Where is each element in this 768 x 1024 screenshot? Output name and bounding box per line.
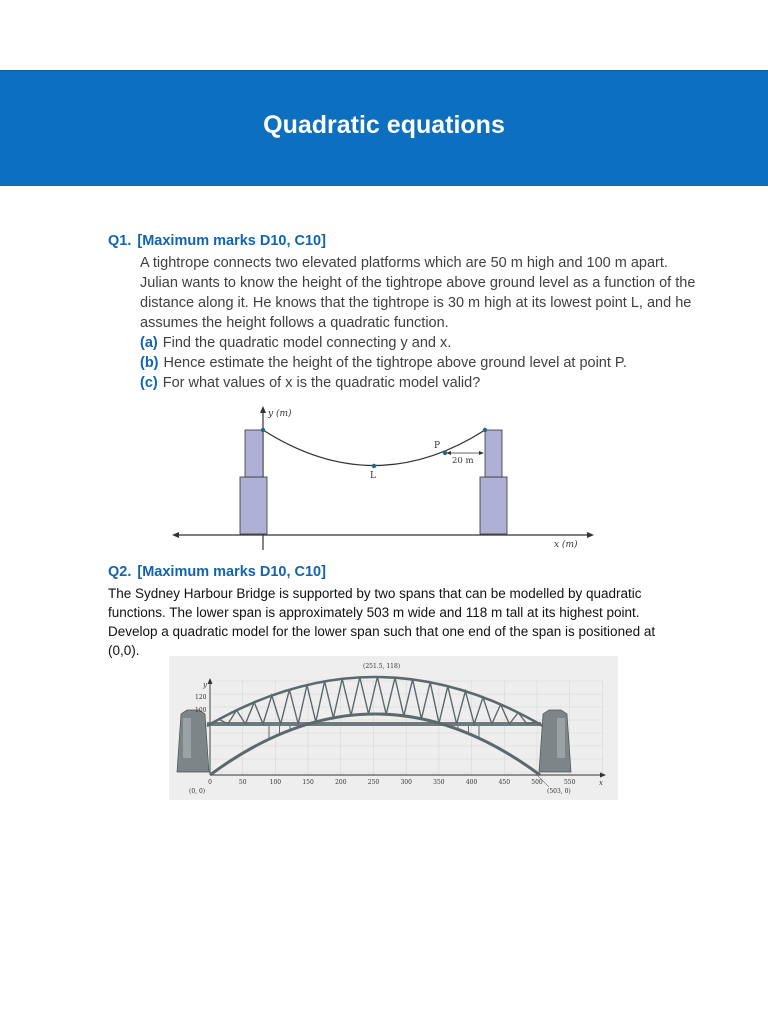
q1-part-b bbox=[140, 353, 700, 373]
q1-part-a-label: (a) bbox=[140, 335, 158, 351]
x-tick-label: 550 bbox=[563, 779, 576, 786]
q1-tightrope-figure bbox=[170, 402, 600, 562]
page-title: Quadratic equations bbox=[263, 111, 505, 139]
x-tick-label: 300 bbox=[400, 779, 412, 786]
left-rope-anchor bbox=[261, 428, 265, 432]
x-tick-label: 250 bbox=[367, 779, 380, 786]
q1-body bbox=[140, 253, 700, 393]
q1-part-b-text: Hence estimate the height of the tightrope above ground level at point P. bbox=[163, 355, 627, 371]
left-pylon bbox=[177, 710, 209, 772]
q2-number: Q2. bbox=[108, 564, 132, 580]
right-platform-tower bbox=[485, 430, 502, 477]
q2-body bbox=[108, 584, 688, 660]
q2-bridge-figure bbox=[169, 656, 618, 800]
y-axis-label: y bbox=[203, 681, 207, 689]
distance-label: 20 m bbox=[452, 456, 474, 466]
header-banner bbox=[0, 70, 768, 186]
right-pylon bbox=[539, 710, 571, 772]
x-tick-label: 100 bbox=[269, 779, 282, 786]
point-L-marker bbox=[372, 464, 376, 468]
x-axis-label: x bbox=[599, 779, 603, 787]
q1-marks: [Maximum marks D10, C10] bbox=[137, 233, 326, 249]
distance-arrow-right-head bbox=[479, 451, 484, 455]
point-L-label: L bbox=[370, 471, 376, 481]
y-tick-label: 100 bbox=[195, 707, 207, 714]
left-platform-tower bbox=[245, 430, 263, 477]
x-tick-label: 500 bbox=[531, 779, 543, 786]
end-label: (503, 0) bbox=[547, 788, 571, 795]
y-tick-label: 120 bbox=[195, 694, 207, 701]
q1-part-c-text: For what values of x is the quadratic model valid? bbox=[162, 375, 481, 391]
x-tick-label: 450 bbox=[498, 779, 511, 786]
left-platform-base bbox=[240, 477, 267, 534]
q1-number: Q1. bbox=[108, 233, 132, 249]
distance-arrow-left-head bbox=[446, 451, 451, 455]
q2-text: The Sydney Harbour Bridge is supported by two spans that can be modelled by quadratic functions. The lower span is approximately 503 m wide and 118 m tall at its highest point. Develop a quadratic model for the lower span such that one end of the span is positioned at (0,0). bbox=[108, 586, 656, 658]
right-rope-anchor bbox=[483, 428, 487, 432]
x-axis-left-arrow bbox=[172, 532, 179, 538]
x-tick-label: 150 bbox=[302, 779, 314, 786]
right-pylon-face bbox=[557, 718, 565, 758]
x-tick-label: 50 bbox=[238, 779, 247, 786]
x-tick-label: 400 bbox=[465, 779, 478, 786]
q1-part-a-text: Find the quadratic model connecting y and x. bbox=[162, 335, 452, 351]
vertex-label: (251.5, 118) bbox=[363, 663, 401, 670]
q1-part-b-label: (b) bbox=[140, 355, 159, 371]
q1-intro: A tightrope connects two elevated platforms which are 50 m high and 100 m apart. Julian wants to know the height of the tightrope above ground level as a function of the distance along it. He knows that the tightrope is 30 m high at its lowest point L, and he assumes the height follows a quadratic function. bbox=[140, 255, 696, 331]
right-platform-base bbox=[480, 477, 507, 534]
q1-part-c-label: (c) bbox=[140, 375, 158, 391]
point-P-label: P bbox=[434, 441, 441, 451]
x-tick-label: 350 bbox=[433, 779, 445, 786]
q1-part-a bbox=[140, 333, 700, 353]
x-axis-right-arrow bbox=[587, 532, 594, 538]
x-tick-label: 200 bbox=[335, 779, 347, 786]
q1-part-c bbox=[140, 373, 700, 393]
y-axis-label: y (m) bbox=[268, 409, 292, 419]
q2-heading bbox=[108, 564, 326, 580]
left-pylon-face bbox=[183, 718, 191, 758]
x-axis-label: x (m) bbox=[554, 540, 578, 550]
x-tick-label: 0 bbox=[208, 779, 212, 786]
origin-label: (0, 0) bbox=[189, 788, 206, 795]
q2-marks: [Maximum marks D10, C10] bbox=[137, 564, 326, 580]
q1-heading bbox=[108, 233, 326, 249]
y-axis-arrow bbox=[260, 406, 266, 413]
